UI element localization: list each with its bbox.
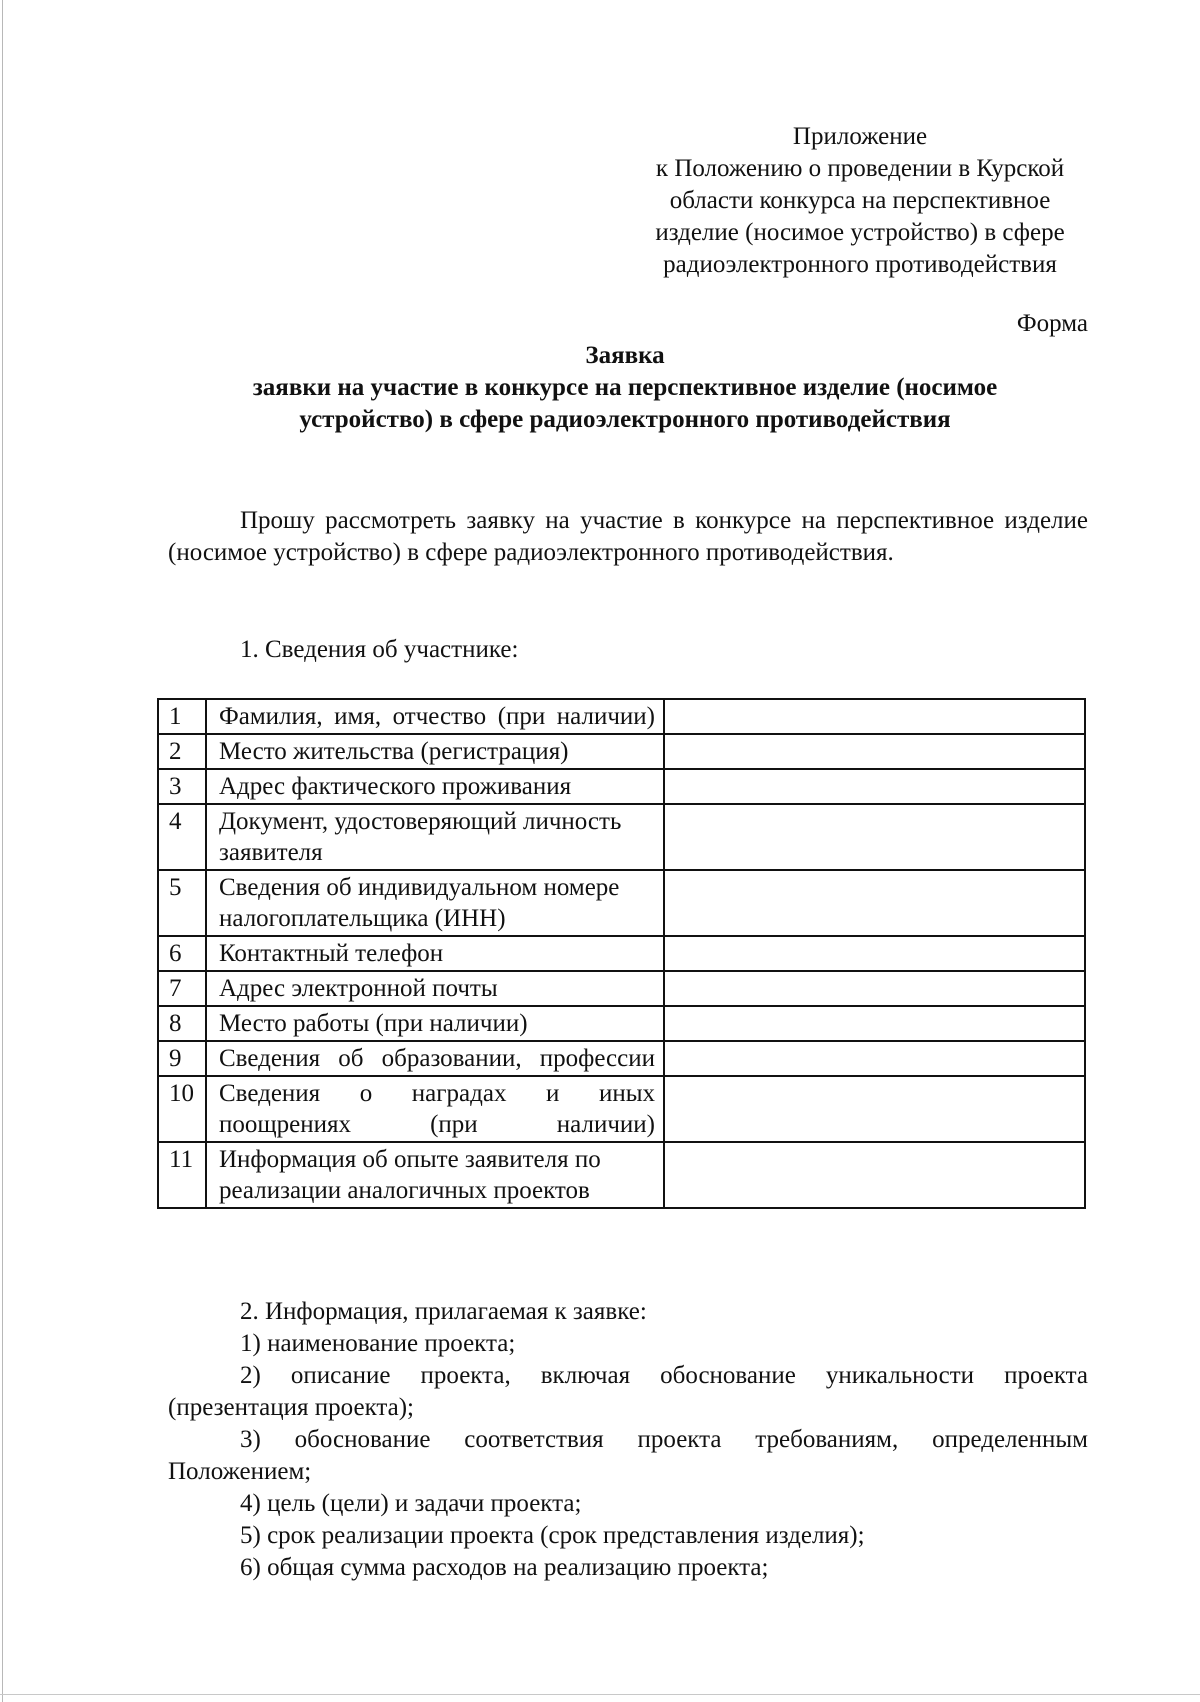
attachment-item: 6) общая сумма расходов на реализацию проекта; bbox=[240, 1554, 769, 1581]
row-value[interactable] bbox=[664, 971, 1085, 1006]
row-value[interactable] bbox=[664, 936, 1085, 971]
title-line-1: Заявка bbox=[585, 342, 665, 369]
row-value[interactable] bbox=[664, 804, 1085, 870]
table-row bbox=[158, 936, 1085, 971]
section-2-block bbox=[168, 1296, 1088, 1584]
row-value[interactable] bbox=[664, 1006, 1085, 1041]
row-label: Сведения о наградах и иных поощрениях (при наличии) bbox=[206, 1076, 664, 1142]
appendix-line: радиоэлектронного противодействия bbox=[663, 251, 1057, 278]
row-value[interactable] bbox=[664, 870, 1085, 936]
appendix-block bbox=[610, 121, 1110, 281]
attachment-item: 5) срок реализации проекта (срок представления изделия); bbox=[240, 1522, 865, 1549]
table-row bbox=[158, 734, 1085, 769]
table-row bbox=[158, 804, 1085, 870]
row-value[interactable] bbox=[664, 1076, 1085, 1142]
row-label: Место жительства (регистрация) bbox=[206, 734, 664, 769]
appendix-line: изделие (носимое устройство) в сфере bbox=[655, 219, 1065, 246]
row-number: 1 bbox=[158, 699, 206, 734]
attachment-item: 4) цель (цели) и задачи проекта; bbox=[240, 1490, 582, 1517]
attachment-item: 1) наименование проекта; bbox=[240, 1330, 516, 1357]
table-row bbox=[158, 1041, 1085, 1076]
row-label: Адрес фактического проживания bbox=[206, 769, 664, 804]
section-2-heading: 2. Информация, прилагаемая к заявке: bbox=[240, 1298, 647, 1325]
table-row bbox=[158, 1142, 1085, 1208]
row-number: 9 bbox=[158, 1041, 206, 1076]
appendix-line: к Положению о проведении в Курской bbox=[655, 155, 1065, 182]
table-row bbox=[158, 870, 1085, 936]
row-number: 10 bbox=[158, 1076, 206, 1142]
table-row bbox=[158, 699, 1085, 734]
row-label: Сведения об образовании, профессии bbox=[206, 1041, 664, 1076]
row-label: Документ, удостоверяющий личность заявителя bbox=[206, 804, 664, 870]
attachment-item: 2) описание проекта, включая обоснование уникальности проекта (презентация проекта); bbox=[168, 1362, 1088, 1421]
title-line-3: устройство) в сфере радиоэлектронного противодействия bbox=[299, 406, 951, 433]
attachment-item: 3) обоснование соответствия проекта требованиям, определенным Положением; bbox=[168, 1426, 1088, 1485]
row-number: 8 bbox=[158, 1006, 206, 1041]
table-row bbox=[158, 971, 1085, 1006]
scan-edge-left bbox=[2, 0, 3, 1702]
row-number: 6 bbox=[158, 936, 206, 971]
row-value[interactable] bbox=[664, 1041, 1085, 1076]
title-line-2: заявки на участие в конкурсе на перспективное изделие (носимое bbox=[252, 374, 998, 401]
row-label: Сведения об индивидуальном номере налогоплательщика (ИНН) bbox=[206, 870, 664, 936]
table-row bbox=[158, 1076, 1085, 1142]
row-number: 3 bbox=[158, 769, 206, 804]
scan-edge-bottom bbox=[0, 1694, 1200, 1695]
section-1-heading: 1. Сведения об участнике: bbox=[240, 636, 519, 663]
appendix-line: области конкурса на перспективное bbox=[669, 187, 1051, 214]
participant-table bbox=[157, 698, 1086, 1209]
row-label: Информация об опыте заявителя по реализации аналогичных проектов bbox=[206, 1142, 664, 1208]
row-label: Место работы (при наличии) bbox=[206, 1006, 664, 1041]
request-paragraph: Прошу рассмотреть заявку на участие в конкурсе на перспективное изделие (носимое устройство) в сфере радиоэлектронного противодействия. bbox=[168, 507, 1088, 566]
row-number: 11 bbox=[158, 1142, 206, 1208]
row-label: Контактный телефон bbox=[206, 936, 664, 971]
row-value[interactable] bbox=[664, 769, 1085, 804]
document-title bbox=[160, 340, 1090, 436]
row-number: 5 bbox=[158, 870, 206, 936]
row-number: 4 bbox=[158, 804, 206, 870]
row-value[interactable] bbox=[664, 699, 1085, 734]
row-value[interactable] bbox=[664, 1142, 1085, 1208]
row-value[interactable] bbox=[664, 734, 1085, 769]
appendix-line: Приложение bbox=[792, 123, 928, 150]
row-number: 2 bbox=[158, 734, 206, 769]
row-label: Фамилия, имя, отчество (при наличии) bbox=[206, 699, 664, 734]
table-row bbox=[158, 1006, 1085, 1041]
row-number: 7 bbox=[158, 971, 206, 1006]
table-row bbox=[158, 769, 1085, 804]
form-label: Форма bbox=[1016, 310, 1088, 337]
row-label: Адрес электронной почты bbox=[206, 971, 664, 1006]
